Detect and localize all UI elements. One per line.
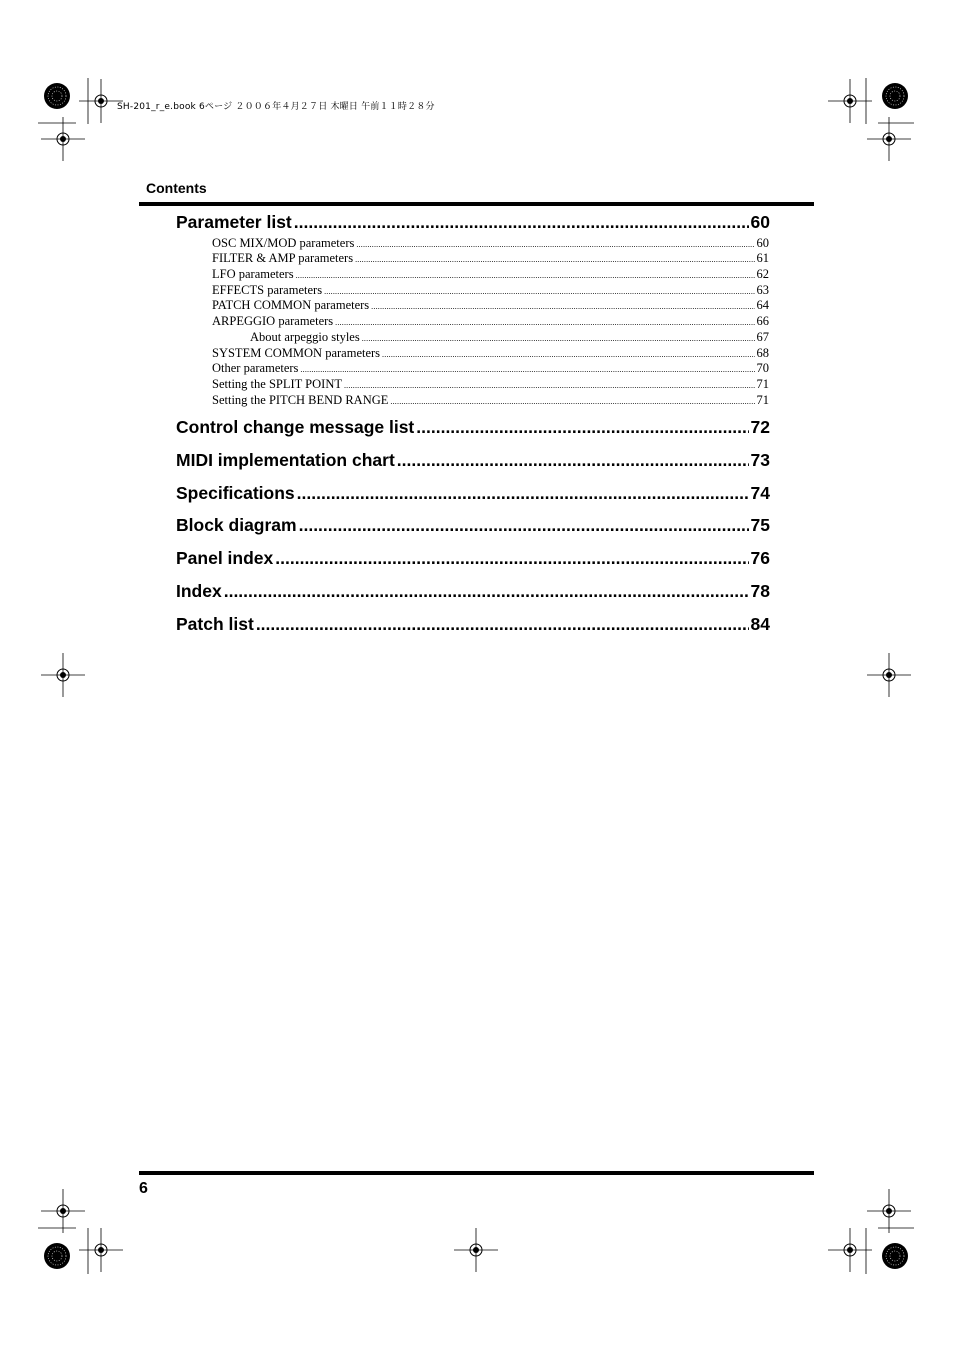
toc-entry-title: MIDI implementation chart xyxy=(176,450,395,470)
toc-subentry-page: 63 xyxy=(756,283,769,297)
page-number: 6 xyxy=(139,1180,148,1197)
toc-entry-page: 74 xyxy=(750,483,770,503)
toc-entry-page: 73 xyxy=(750,450,770,470)
toc-entry-page: 75 xyxy=(750,515,770,535)
toc-subentry-page: 71 xyxy=(756,377,769,391)
print-slug: SH-201_r_e.book 6ページ ２００６年４月２７日 木曜日 午前１１時２８分 xyxy=(117,102,435,112)
toc-subentry-page: 70 xyxy=(756,361,769,375)
toc-subentry-title: FILTER & AMP parameters xyxy=(212,251,354,265)
toc-entry-page: 84 xyxy=(750,614,770,634)
toc-subentry-title: About arpeggio styles xyxy=(250,330,360,344)
toc-entry-title: Parameter list xyxy=(176,212,292,232)
toc-entry-title: Control change message list xyxy=(176,417,415,437)
toc-subentry-page: 71 xyxy=(756,393,769,407)
toc-subentry-page: 64 xyxy=(756,298,769,312)
toc-subentry-page: 61 xyxy=(756,251,769,265)
toc-entry-title: Specifications xyxy=(176,483,295,503)
toc-entry-page: 72 xyxy=(750,417,770,437)
toc-entry-title: Block diagram xyxy=(176,515,297,535)
toc-subentry-title: Setting the SPLIT POINT xyxy=(212,377,342,391)
toc-subentry-title: Setting the PITCH BEND RANGE xyxy=(212,393,389,407)
toc-subentry-page: 66 xyxy=(756,314,769,328)
toc-subentry-title: Other parameters xyxy=(212,361,299,375)
toc-subentry-page: 60 xyxy=(756,236,769,250)
section-header: Contents xyxy=(146,180,207,196)
toc-entry-page: 78 xyxy=(750,581,770,601)
toc-subentry-page: 62 xyxy=(756,267,769,281)
toc-entry-page: 76 xyxy=(750,548,770,568)
toc-entry-page: 60 xyxy=(750,212,770,232)
toc-subentry-title: EFFECTS parameters xyxy=(212,283,323,297)
toc-entry-title: Panel index xyxy=(176,548,274,568)
toc-subentry-title: ARPEGGIO parameters xyxy=(212,314,334,328)
toc-subentry-title: LFO parameters xyxy=(212,267,294,281)
toc-subentry-page: 68 xyxy=(756,346,769,360)
toc-subentry-title: PATCH COMMON parameters xyxy=(212,298,370,312)
toc-subentry-title: OSC MIX/MOD parameters xyxy=(212,236,355,250)
toc-entry-title: Index xyxy=(176,581,222,601)
toc-subentry-page: 67 xyxy=(756,330,769,344)
toc-subentry-title: SYSTEM COMMON parameters xyxy=(212,346,381,360)
toc-entry-title: Patch list xyxy=(176,614,254,634)
